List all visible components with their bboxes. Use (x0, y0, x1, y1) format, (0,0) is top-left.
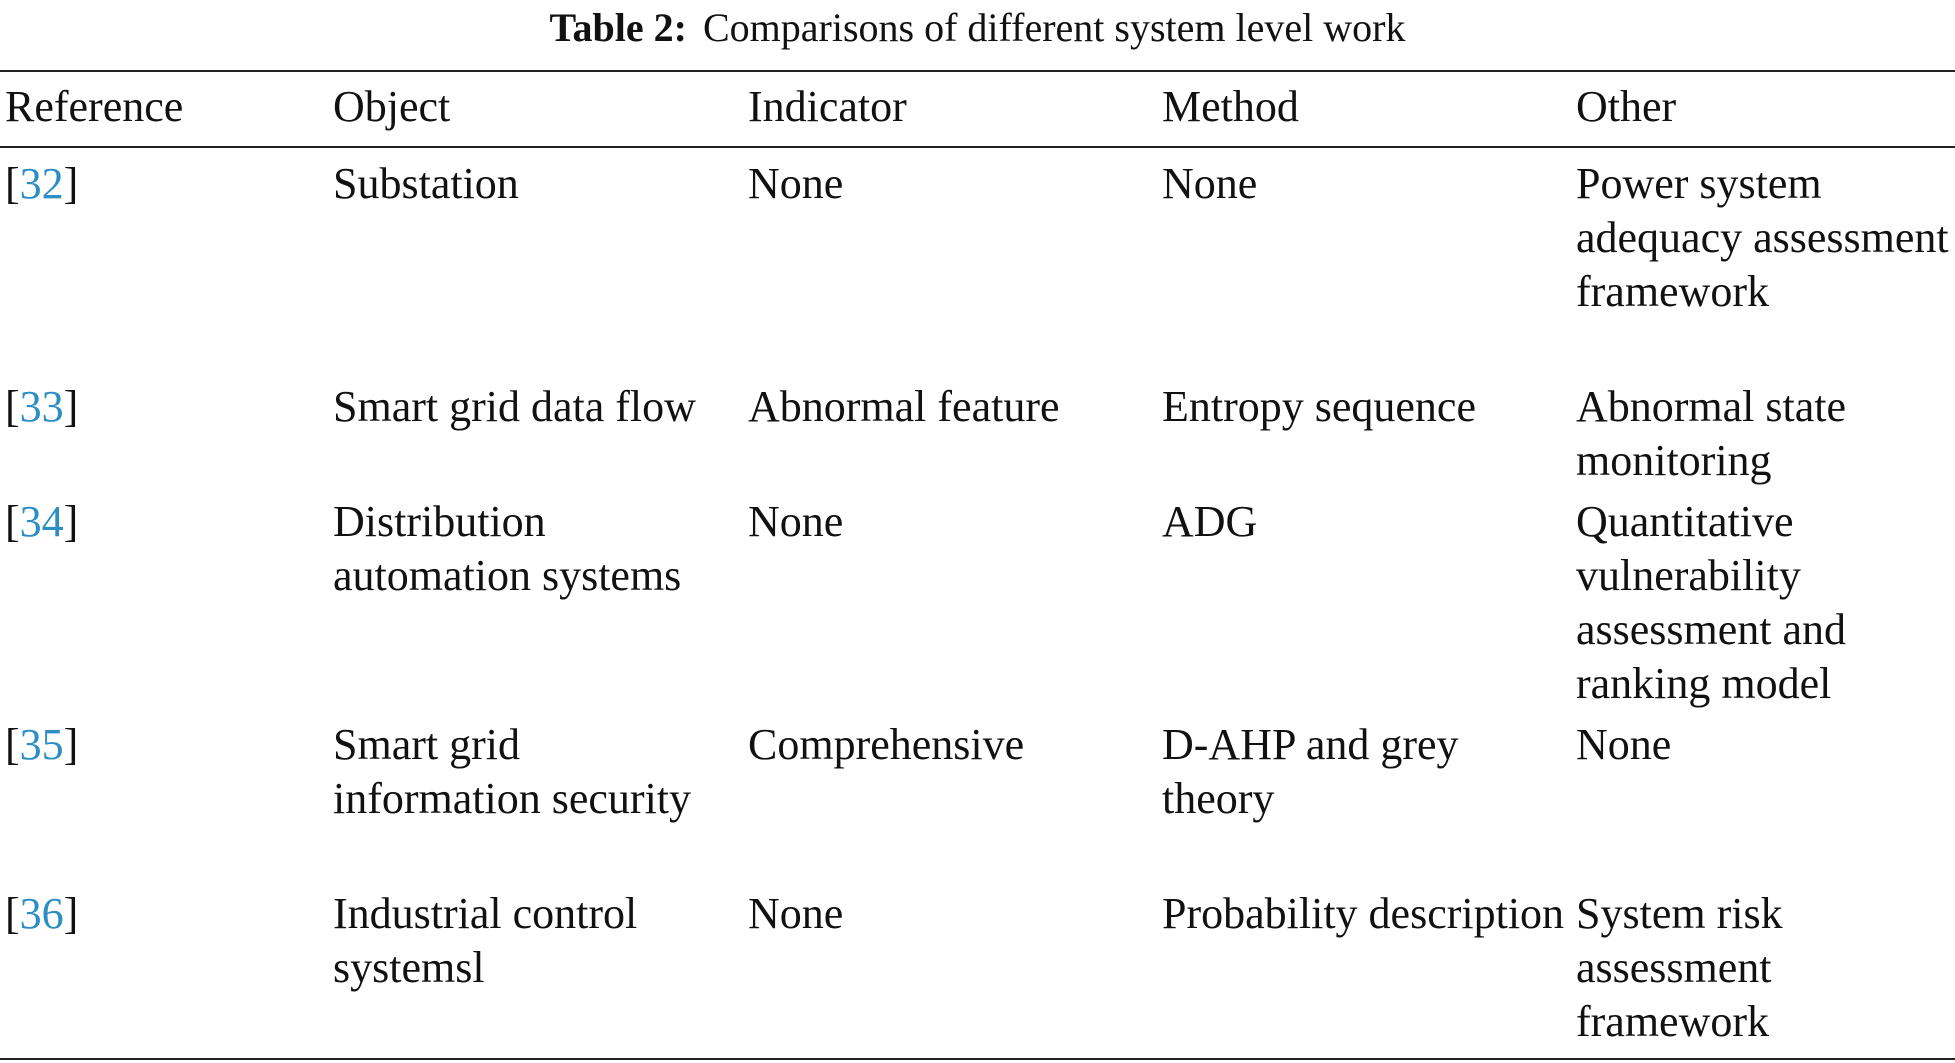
reference-cell: [36] (5, 889, 79, 938)
header-reference: Reference (5, 82, 184, 131)
table-bottom-rule (0, 1058, 1955, 1060)
header-indicator: Indicator (748, 82, 907, 131)
method-cell: Probability description (1162, 889, 1565, 938)
method-cell: None (1162, 159, 1258, 208)
table-top-rule (0, 70, 1955, 72)
indicator-cell: Comprehensive (748, 720, 1025, 769)
citation-link[interactable]: 36 (19, 889, 64, 938)
reference-cell: [34] (5, 497, 79, 546)
object-cell: Smart grid data flow (333, 382, 696, 431)
citation-link[interactable]: 34 (19, 497, 64, 546)
object-cell: Smart grid information security (333, 720, 692, 823)
table-header-rule (0, 146, 1955, 148)
table-caption-title: Comparisons of different system level work (702, 5, 1406, 50)
indicator-cell: None (748, 889, 844, 938)
object-cell: Substation (333, 159, 519, 208)
indicator-cell: None (748, 497, 844, 546)
header-other: Other (1576, 82, 1677, 131)
method-cell: ADG (1162, 497, 1258, 546)
other-cell: Power system adequacy assessment framework (1576, 159, 1949, 316)
citation-link[interactable]: 33 (19, 382, 64, 431)
object-cell: Industrial control systemsl (333, 889, 638, 992)
table-caption (0, 0, 1955, 56)
citation-link[interactable]: 32 (19, 159, 64, 208)
reference-cell: [35] (5, 720, 79, 769)
object-cell: Distribution automation systems (333, 497, 682, 600)
other-cell: None (1576, 720, 1672, 769)
indicator-cell: Abnormal feature (748, 382, 1060, 431)
table-caption-label: Table 2: (549, 5, 687, 50)
citation-link[interactable]: 35 (19, 720, 64, 769)
reference-cell: [33] (5, 382, 79, 431)
indicator-cell: None (748, 159, 844, 208)
other-cell: Quantitative vulnerability assessment and ranking model (1576, 497, 1847, 708)
other-cell: System risk assessment framework (1576, 889, 1783, 1046)
header-method: Method (1162, 82, 1299, 131)
header-object: Object (333, 82, 451, 131)
other-cell: Abnormal state monitoring (1576, 382, 1847, 485)
method-cell: Entropy sequence (1162, 382, 1476, 431)
reference-cell: [32] (5, 159, 79, 208)
method-cell: D-AHP and grey theory (1162, 720, 1459, 823)
